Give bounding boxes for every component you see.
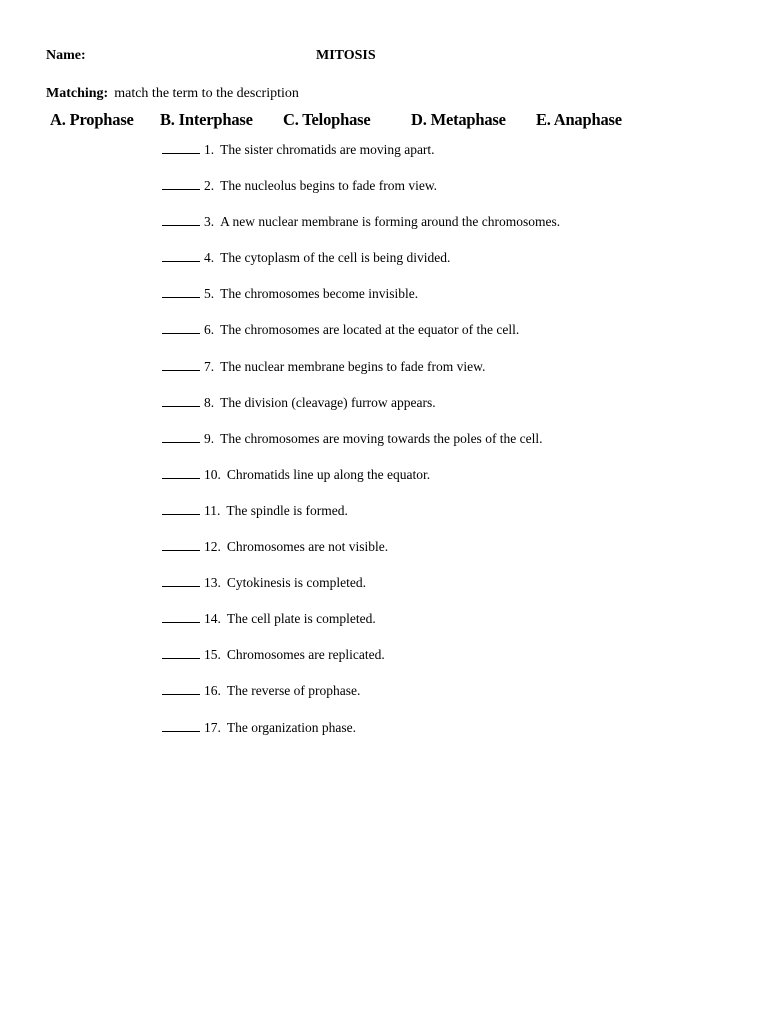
- item-number: 1.: [204, 142, 215, 157]
- answer-blank[interactable]: [162, 393, 200, 407]
- list-item: [162, 681, 722, 717]
- answer-blank[interactable]: [162, 176, 200, 190]
- answer-blank[interactable]: [162, 501, 200, 515]
- item-number: 4.: [204, 250, 215, 266]
- answer-blank[interactable]: [162, 357, 200, 371]
- list-item: [162, 212, 722, 248]
- item-number: 9.: [204, 430, 215, 446]
- page-title: MITOSIS: [316, 48, 376, 63]
- list-item: [162, 718, 722, 754]
- item-number: 12.: [204, 539, 221, 555]
- list-item: [162, 320, 722, 356]
- answer-blank[interactable]: [162, 609, 200, 623]
- list-item: [162, 140, 722, 176]
- answer-blank[interactable]: [162, 140, 200, 154]
- item-description: The chromosomes are moving towards the poles of the cell.: [220, 430, 543, 446]
- item-number: 2.: [204, 178, 215, 194]
- list-item: [162, 393, 722, 429]
- matching-instructions: [46, 86, 299, 102]
- answer-blank[interactable]: [162, 645, 200, 659]
- item-description: The cytoplasm of the cell is being divided.: [220, 250, 451, 266]
- list-item: [162, 501, 722, 537]
- item-number: 6.: [204, 322, 215, 338]
- item-description: The chromosomes are located at the equator of the cell.: [220, 322, 520, 338]
- item-number: 13.: [204, 575, 221, 591]
- item-description: The sister chromatids are moving apart.: [220, 142, 435, 157]
- list-item: [162, 573, 722, 609]
- item-number: 11.: [204, 502, 221, 518]
- item-description: The division (cleavage) furrow appears.: [220, 394, 436, 410]
- matching-items-list: [162, 140, 722, 754]
- term-interphase: B. Interphase: [160, 110, 253, 129]
- answer-blank[interactable]: [162, 718, 200, 732]
- answer-blank[interactable]: [162, 320, 200, 334]
- answer-blank[interactable]: [162, 573, 200, 587]
- list-item: [162, 465, 722, 501]
- item-number: 15.: [204, 647, 221, 663]
- list-item: [162, 284, 722, 320]
- item-number: 3.: [204, 214, 215, 230]
- item-number: 5.: [204, 286, 215, 302]
- item-description: The cell plate is completed.: [226, 611, 376, 627]
- answer-blank[interactable]: [162, 284, 200, 298]
- item-description: A new nuclear membrane is forming around the chromosomes.: [220, 214, 561, 230]
- item-number: 17.: [204, 719, 221, 735]
- item-description: The reverse of prophase.: [226, 683, 361, 699]
- answer-blank[interactable]: [162, 248, 200, 262]
- instructions-label: Matching:: [46, 86, 109, 101]
- item-number: 10.: [204, 466, 221, 482]
- item-number: 8.: [204, 394, 215, 410]
- item-number: 7.: [204, 358, 215, 374]
- answer-blank[interactable]: [162, 537, 200, 551]
- answer-blank[interactable]: [162, 212, 200, 226]
- item-description: The nucleolus begins to fade from view.: [220, 178, 438, 194]
- item-number: 14.: [204, 611, 221, 627]
- term-anaphase: E. Anaphase: [536, 110, 622, 129]
- list-item: [162, 357, 722, 393]
- list-item: [162, 609, 722, 645]
- item-description: The nuclear membrane begins to fade from view.: [220, 358, 486, 374]
- name-label: Name:: [46, 48, 86, 63]
- item-description: Chromatids line up along the equator.: [226, 466, 431, 482]
- term-bank: [0, 110, 768, 134]
- item-description: Chromosomes are not visible.: [226, 539, 389, 555]
- list-item: [162, 429, 722, 465]
- item-description: The spindle is formed.: [226, 502, 348, 518]
- term-telophase: C. Telophase: [283, 110, 371, 129]
- answer-blank[interactable]: [162, 465, 200, 479]
- list-item: [162, 537, 722, 573]
- instructions-text: match the term to the description: [114, 86, 299, 101]
- item-description: Cytokinesis is completed.: [226, 575, 366, 591]
- item-description: The organization phase.: [226, 719, 356, 735]
- item-description: The chromosomes become invisible.: [220, 286, 419, 302]
- list-item: [162, 176, 722, 212]
- term-prophase: A. Prophase: [50, 110, 134, 129]
- list-item: [162, 248, 722, 284]
- term-metaphase: D. Metaphase: [411, 110, 506, 129]
- answer-blank[interactable]: [162, 429, 200, 443]
- list-item: [162, 645, 722, 681]
- item-number: 16.: [204, 683, 221, 699]
- item-description: Chromosomes are replicated.: [226, 647, 385, 663]
- answer-blank[interactable]: [162, 681, 200, 695]
